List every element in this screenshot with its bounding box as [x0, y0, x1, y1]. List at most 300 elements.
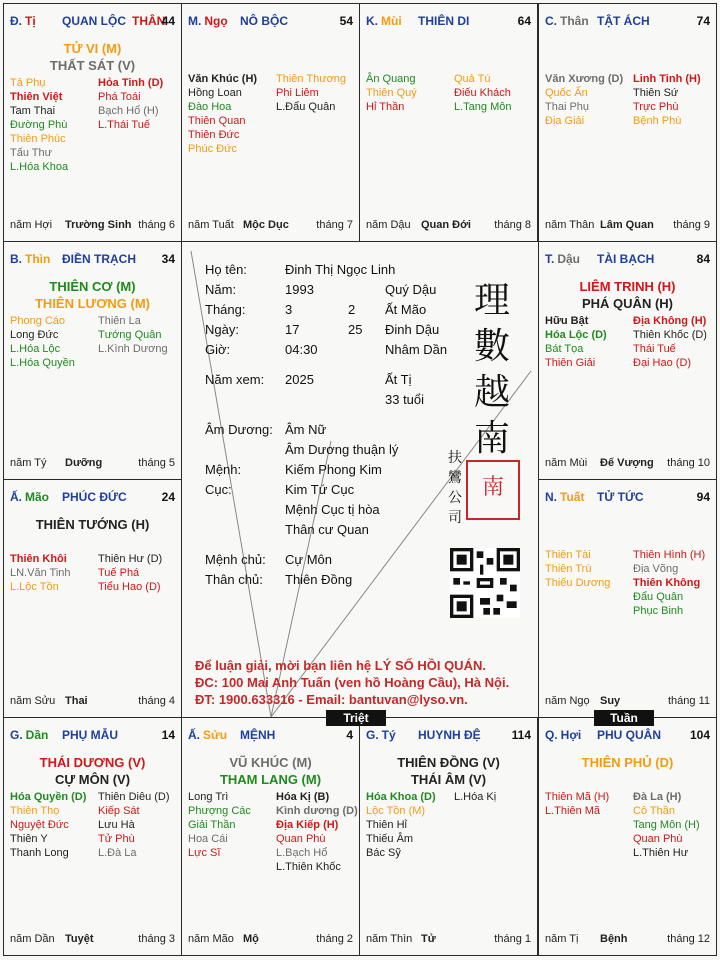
palace-chi: Mùi	[381, 14, 402, 28]
star-col-left	[188, 72, 257, 156]
value-ngay: 17	[285, 322, 300, 337]
palace-number: 14	[161, 728, 175, 742]
main-star: VŨ KHÚC (M)	[229, 755, 312, 770]
palace-ty2[interactable]	[359, 717, 538, 956]
label-ngay: Ngày:	[205, 322, 239, 337]
contact-line-2: ĐC: 100 Mai Anh Tuấn (ven hồ Hoàng Cầu), Hà Nội.	[195, 675, 510, 690]
minor-star: Lộc Tồn (M)	[366, 805, 426, 817]
star-col-left	[545, 72, 623, 128]
minor-star: Nguyệt Đức	[10, 819, 69, 831]
main-stars	[539, 754, 716, 771]
minor-star: Văn Xương (D)	[545, 73, 624, 85]
value-thang-can: Ất Mão	[385, 302, 427, 317]
palace-footer	[188, 933, 353, 947]
palace-number: 34	[161, 252, 175, 266]
palace-year: năm Tuất	[188, 219, 234, 231]
palace-can: T.	[545, 252, 555, 266]
palace-year: năm Hợi	[10, 219, 53, 231]
minor-star: Địa Giải	[545, 115, 585, 127]
palace-can: Đ.	[10, 14, 22, 28]
palace-truong-sinh: Thai	[65, 695, 88, 707]
palace-can: M.	[188, 14, 202, 28]
minor-star: Hóa Quyền (D)	[10, 791, 87, 803]
minor-star: Thiên Trù	[545, 563, 592, 575]
minor-star: L.Hóa Lộc	[10, 343, 61, 355]
triet-tag: Triệt	[326, 710, 386, 726]
star-col-right	[633, 72, 701, 128]
palace-chi: Thìn	[25, 252, 51, 266]
palace-chi: Ngọ	[204, 14, 228, 28]
palace-header	[10, 252, 175, 268]
palace-name-extra: THÂN	[132, 14, 166, 28]
minor-star: Phúc Đức	[188, 143, 237, 155]
palace-month: tháng 4	[138, 695, 175, 707]
palace-can: N.	[545, 490, 557, 504]
minor-star: Cô Thần	[633, 805, 675, 817]
palace-footer	[366, 933, 531, 947]
star-col-right	[633, 314, 707, 370]
label-nam-xem: Năm xem:	[205, 372, 265, 387]
label-menh: Mệnh:	[205, 462, 242, 477]
palace-dan[interactable]	[3, 717, 182, 956]
palace-truong-sinh: Lâm Quan	[600, 219, 654, 231]
star-col-left	[366, 790, 436, 860]
main-star: TỬ VI (M)	[63, 41, 122, 56]
palace-truong-sinh: Quan Đới	[421, 219, 471, 231]
value-am-duong-2: Âm Dương thuận lý	[285, 442, 399, 457]
star-col-right	[98, 552, 162, 594]
palace-name: TỬ TỨC	[597, 490, 644, 504]
main-star: THÁI DƯƠNG (V)	[39, 755, 146, 770]
palace-chi: Mão	[25, 490, 49, 504]
palace-number: 84	[696, 252, 710, 266]
label-gio: Giờ:	[205, 342, 231, 357]
palace-can: Ấ.	[188, 728, 200, 742]
value-thang-am: 2	[348, 302, 356, 317]
palace-month: tháng 9	[673, 219, 710, 231]
palace-name: THIÊN DI	[418, 14, 470, 28]
value-gio: 04:30	[285, 342, 318, 357]
palace-month: tháng 11	[667, 695, 710, 707]
minor-star: Tả Phụ	[10, 77, 46, 89]
value-thang: 3	[285, 302, 293, 317]
palace-can: K.	[366, 14, 378, 28]
label-menh-chu: Mệnh chủ:	[205, 552, 266, 567]
palace-header	[10, 490, 175, 506]
main-stars	[182, 754, 359, 788]
palace-footer	[545, 219, 710, 233]
minor-star: Bạch Hổ (H)	[98, 105, 159, 117]
star-col-right	[633, 790, 700, 860]
star-col-left	[545, 790, 609, 818]
minor-star: Thiên Thương	[276, 73, 347, 85]
minor-star: Hóa Khoa (D)	[366, 791, 436, 803]
label-cuc: Cục:	[205, 482, 232, 497]
palace-footer	[188, 219, 353, 233]
main-stars	[4, 516, 181, 533]
minor-star: L.Kình Dương	[98, 343, 168, 355]
palace-thin[interactable]	[3, 241, 182, 480]
minor-star: Thiên Khốc (D)	[633, 329, 707, 341]
minor-star: Hồng Loan	[188, 87, 242, 99]
palace-footer	[10, 695, 175, 709]
minor-star: L.Hóa Kị	[454, 791, 497, 803]
palace-than[interactable]	[538, 3, 717, 242]
palace-name: ĐIỀN TRẠCH	[62, 252, 136, 266]
minor-star: Thiên Quý	[366, 87, 417, 99]
main-star: PHÁ QUÂN (H)	[582, 296, 673, 311]
minor-star: Thiếu Âm	[366, 833, 414, 845]
palace-truong-sinh: Tuyệt	[65, 933, 94, 945]
minor-star: Thiên Giải	[545, 357, 596, 369]
palace-year: năm Sửu	[10, 695, 56, 707]
star-col-left	[545, 314, 607, 370]
main-stars	[4, 278, 181, 312]
contact-line-3: ĐT: 1900.633316 - Email: bantuvan@lyso.vn.	[195, 692, 468, 707]
minor-star: Thiên Khôi	[10, 553, 67, 565]
palace-month: tháng 6	[138, 219, 175, 231]
value-ngay-can: Đinh Dậu	[385, 322, 440, 337]
palace-year: năm Dậu	[366, 219, 411, 231]
palace-header	[545, 728, 710, 744]
minor-star: Thiên Việt	[10, 91, 63, 103]
minor-star: Trực Phù	[633, 101, 679, 113]
minor-star: Thiên Thọ	[10, 805, 60, 817]
palace-month: tháng 5	[138, 457, 175, 469]
tuan-tag: Tuần	[594, 710, 654, 726]
minor-star: Thiên Không	[633, 577, 701, 589]
label-than-chu: Thân chủ:	[205, 572, 263, 587]
value-menh-chu: Cự Môn	[285, 552, 332, 567]
minor-star: L.Tang Môn	[454, 101, 512, 113]
minor-star: L.Lộc Tồn	[10, 581, 59, 593]
main-star: LIÊM TRINH (H)	[579, 279, 676, 294]
minor-star: Thiên Quan	[188, 115, 246, 127]
value-nam: 1993	[285, 282, 314, 297]
main-stars	[4, 754, 181, 788]
minor-star: Đẩu Quân	[633, 591, 684, 603]
minor-star: Thiếu Dương	[545, 577, 611, 589]
palace-month: tháng 8	[494, 219, 531, 231]
palace-year: năm Mão	[188, 933, 234, 945]
palace-truong-sinh: Mộ	[243, 933, 259, 945]
palace-month: tháng 12	[667, 933, 710, 945]
palace-truong-sinh: Trường Sinh	[65, 219, 132, 231]
palace-chi: Tuất	[560, 490, 585, 504]
label-ho-ten: Họ tên:	[205, 262, 247, 277]
palace-footer	[10, 933, 175, 947]
palace-chi: Dần	[25, 728, 49, 742]
palace-footer	[545, 933, 710, 947]
minor-star: L.Đà La	[98, 847, 137, 859]
star-col-left	[188, 790, 251, 860]
main-star: CỰ MÔN (V)	[54, 772, 131, 787]
palace-year: năm Mùi	[545, 457, 588, 469]
main-star: THIÊN LƯƠNG (M)	[34, 296, 151, 311]
label-nam: Năm:	[205, 282, 237, 297]
palace-ngo[interactable]	[181, 3, 360, 242]
palace-truong-sinh: Đế Vượng	[600, 457, 654, 469]
star-col-right	[454, 72, 511, 114]
minor-star: Giải Thần	[188, 819, 236, 831]
palace-tuat[interactable]	[538, 479, 717, 718]
minor-star: Quốc Ấn	[545, 87, 588, 99]
minor-star: Long Trì	[188, 791, 229, 803]
minor-star: Hỉ Thần	[366, 101, 405, 113]
minor-star: Địa Kiếp (H)	[276, 819, 339, 831]
palace-month: tháng 2	[316, 933, 353, 945]
palace-footer	[10, 457, 175, 471]
palace-can: C.	[545, 14, 557, 28]
main-star: THAM LANG (M)	[219, 772, 322, 787]
minor-star: Hóa Lộc (D)	[545, 329, 607, 341]
palace-chi: Tị	[25, 14, 36, 28]
minor-star: Thiên Phúc	[10, 133, 66, 145]
palace-name: PHÚC ĐỨC	[62, 490, 127, 504]
star-col-left	[10, 552, 71, 594]
palace-can: B.	[10, 252, 22, 266]
palace-header	[366, 14, 531, 30]
star-col-left	[366, 72, 417, 114]
star-col-left	[10, 790, 86, 860]
minor-star: Văn Khúc (H)	[188, 73, 258, 85]
value-cuc-2: Mệnh Cục tị hòa	[285, 502, 380, 517]
palace-footer	[366, 219, 531, 233]
qr-code-icon[interactable]	[450, 548, 520, 618]
minor-star: L.Hóa Quyền	[10, 357, 75, 369]
minor-star: Hóa Kị (B)	[276, 791, 330, 803]
palace-month: tháng 3	[138, 933, 175, 945]
value-cuc: Kim Tứ Cục	[285, 482, 355, 497]
palace-name: TẬT ÁCH	[597, 14, 650, 28]
minor-star: Kình dương (D)	[276, 805, 358, 817]
minor-star: Hữu Bật	[545, 315, 589, 327]
palace-chi: Thân	[560, 14, 589, 28]
main-star: THÁI ÂM (V)	[410, 772, 487, 787]
palace-number: 74	[696, 14, 710, 28]
minor-star: Tướng Quân	[98, 329, 162, 341]
minor-star: Thai Phụ	[545, 101, 590, 113]
star-col-left	[545, 548, 610, 590]
palace-truong-sinh: Suy	[600, 695, 621, 707]
minor-star: Tuế Phá	[98, 567, 140, 579]
minor-star: Đào Hoa	[188, 101, 232, 113]
minor-star: Tang Môn (H)	[633, 819, 700, 831]
minor-star: Bệnh Phù	[633, 115, 682, 127]
minor-star: Đà La (H)	[633, 791, 682, 803]
palace-dau[interactable]	[538, 241, 717, 480]
palace-name: TÀI BẠCH	[597, 252, 655, 266]
palace-year: năm Dần	[10, 933, 55, 945]
minor-star: Hoa Cái	[188, 833, 228, 845]
minor-star: Quan Phù	[276, 833, 326, 845]
star-col-right	[454, 790, 496, 804]
palace-can: Ấ.	[10, 490, 22, 504]
minor-star: Thiên Tài	[545, 549, 591, 561]
contact-line-1: Để luận giải, mời bạn liên hệ LÝ SỐ HỒI QUÁN.	[195, 658, 486, 673]
palace-name: PHU QUÂN	[597, 728, 662, 742]
minor-star: Tam Thai	[10, 105, 56, 117]
minor-star: Tiểu Hao (D)	[98, 581, 161, 593]
minor-star: Tấu Thư	[10, 147, 53, 159]
star-col-right	[276, 72, 346, 114]
palace-chi: Tý	[381, 728, 396, 742]
palace-can: G.	[366, 728, 379, 742]
palace-month: tháng 10	[667, 457, 710, 469]
main-star: THIÊN CƠ (M)	[49, 279, 136, 294]
minor-star: Bát Tọa	[545, 343, 584, 355]
main-stars	[360, 754, 537, 788]
minor-star: Thiên Y	[10, 833, 48, 845]
main-star: THẤT SÁT (V)	[49, 58, 136, 73]
palace-name: MỆNH	[240, 728, 276, 742]
value-ngay-am: 25	[348, 322, 363, 337]
palace-year: năm Thân	[545, 219, 595, 231]
minor-star: Đường Phù	[10, 119, 68, 131]
value-nam-can: Quý Dậu	[385, 282, 437, 297]
palace-name: QUAN LỘC	[62, 14, 126, 28]
minor-star: Thiên Hỉ	[366, 819, 407, 831]
minor-star: Địa Không (H)	[633, 315, 707, 327]
palace-number: 94	[696, 490, 710, 504]
main-star: THIÊN PHỦ (D)	[581, 755, 674, 770]
palace-chi: Hợi	[560, 728, 582, 742]
star-col-right	[633, 548, 705, 618]
palace-header	[366, 728, 531, 744]
small-calligraphy: 扶鸞公司	[448, 450, 462, 526]
value-am-duong: Âm Nữ	[285, 422, 327, 437]
minor-star: Thiên Đức	[188, 129, 240, 141]
star-col-right	[98, 314, 168, 356]
palace-year: năm Tị	[545, 933, 579, 945]
palace-name: HUYNH ĐỆ	[418, 728, 481, 742]
minor-star: LN.Văn Tinh	[10, 567, 71, 579]
minor-star: L.Bạch Hổ	[276, 847, 328, 859]
minor-star: Hỏa Tinh (D)	[98, 77, 164, 89]
minor-star: Bác Sỹ	[366, 847, 401, 859]
minor-star: Thiên Hư (D)	[98, 553, 163, 565]
star-col-left	[10, 314, 75, 370]
minor-star: Thiên Sứ	[633, 87, 679, 99]
minor-star: L.Thiên Mã	[545, 805, 601, 817]
minor-star: Phi Liêm	[276, 87, 319, 99]
minor-star: Ân Quang	[366, 73, 416, 85]
palace-year: năm Ngọ	[545, 695, 590, 707]
palace-name: NÔ BỘC	[240, 14, 288, 28]
minor-star: Phục Binh	[633, 605, 684, 617]
main-star: THIÊN ĐỒNG (V)	[397, 755, 500, 770]
palace-truong-sinh: Dưỡng	[65, 457, 103, 469]
minor-star: Địa Võng	[633, 563, 679, 575]
minor-star: Đại Hao (D)	[633, 357, 692, 369]
value-than-chu: Thiên Đồng	[285, 572, 353, 587]
palace-header	[188, 728, 353, 744]
palace-header	[545, 14, 710, 30]
palace-suu[interactable]	[181, 717, 360, 956]
minor-star: Phượng Các	[188, 805, 251, 817]
minor-star: L.Hóa Khoa	[10, 161, 69, 173]
palace-year: năm Tý	[10, 457, 47, 469]
value-tuoi: 33 tuổi	[385, 392, 425, 407]
palace-header	[188, 14, 353, 30]
palace-number: 24	[161, 490, 175, 504]
palace-truong-sinh: Bệnh	[600, 933, 628, 945]
minor-star: Thanh Long	[10, 847, 69, 859]
minor-star: L.Thiên Hư	[633, 847, 689, 859]
value-nam-xem-can: Ất Tị	[385, 372, 412, 387]
label-am-duong: Âm Dương:	[205, 422, 273, 437]
palace-name: PHỤ MẪU	[62, 728, 118, 742]
minor-star: L.Thái Tuế	[98, 119, 150, 131]
minor-star: L.Đẩu Quân	[276, 101, 336, 113]
main-stars	[4, 40, 181, 74]
palace-footer	[545, 457, 710, 471]
palace-ty[interactable]	[3, 3, 182, 242]
minor-star: Điếu Khách	[454, 87, 511, 99]
palace-can: G.	[10, 728, 23, 742]
minor-star: Lưu Hà	[98, 819, 135, 831]
palace-chi: Dậu	[557, 252, 581, 266]
palace-month: tháng 1	[494, 933, 531, 945]
palace-chi: Sửu	[203, 728, 228, 742]
palace-number: 44	[161, 14, 175, 28]
minor-star: Tử Phù	[98, 833, 135, 845]
palace-mui[interactable]	[359, 3, 538, 242]
palace-header	[545, 252, 710, 268]
palace-number: 4	[346, 728, 353, 742]
palace-number: 54	[339, 14, 353, 28]
main-star: THIÊN TƯỚNG (H)	[35, 517, 150, 532]
minor-star: Thiên Hình (H)	[633, 549, 706, 561]
value-cuc-3: Thân cư Quan	[285, 522, 369, 537]
minor-star: Phong Cáo	[10, 315, 66, 327]
palace-header	[545, 490, 710, 506]
star-col-right	[98, 76, 163, 132]
palace-year: năm Thìn	[366, 933, 413, 945]
minor-star: Lực Sĩ	[188, 847, 221, 859]
palace-number: 64	[517, 14, 531, 28]
minor-star: Phá Toái	[98, 91, 141, 103]
palace-can: Q.	[545, 728, 558, 742]
palace-number: 104	[689, 728, 710, 742]
palace-footer	[545, 695, 710, 709]
palace-header	[10, 728, 175, 744]
palace-footer	[10, 219, 175, 233]
star-col-left	[10, 76, 68, 174]
palace-hoi[interactable]	[538, 717, 717, 956]
minor-star: Quan Phù	[633, 833, 683, 845]
minor-star: Thái Tuế	[633, 343, 676, 355]
palace-header	[10, 14, 175, 30]
minor-star: Thiên La	[98, 315, 141, 327]
minor-star: L.Thiên Khốc	[276, 861, 341, 873]
value-gio-can: Nhâm Dần	[385, 342, 448, 357]
palace-truong-sinh: Tử	[421, 933, 436, 945]
minor-star: Kiếp Sát	[98, 805, 140, 817]
value-menh: Kiếm Phong Kim	[285, 462, 382, 477]
palace-number: 114	[511, 728, 531, 742]
palace-mao[interactable]	[3, 479, 182, 718]
minor-star: Quả Tú	[454, 73, 491, 85]
calligraphy-stamp: 理數越南	[473, 280, 510, 459]
palace-month: tháng 7	[316, 219, 353, 231]
minor-star: Long Đức	[10, 329, 59, 341]
minor-star: Linh Tinh (H)	[633, 73, 701, 85]
value-ho-ten: Đinh Thị Ngọc Linh	[285, 262, 396, 277]
star-col-right	[98, 790, 170, 860]
star-col-right	[276, 790, 358, 874]
minor-star: Thiên Mã (H)	[545, 791, 610, 803]
